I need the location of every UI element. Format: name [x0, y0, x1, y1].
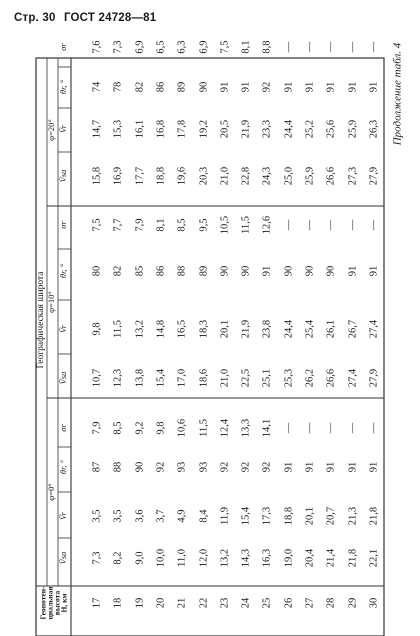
table-cell: 11,5 — [198, 419, 210, 437]
subcol-header: σr — [57, 43, 68, 51]
subcol-header: V̄r — [57, 512, 68, 520]
table-cell: — — [368, 219, 380, 231]
table-cell: 27,4 — [368, 319, 380, 339]
table-cell: 91 — [304, 81, 316, 93]
table-cell: 22,8 — [240, 166, 252, 186]
group-title: Географическая широта — [36, 271, 47, 369]
table-cell: 26,2 — [304, 368, 316, 388]
table-cell: 15,4 — [240, 506, 252, 526]
height-value: 25 — [261, 597, 273, 609]
table-cell: 21,9 — [240, 119, 252, 139]
table-cell: 93 — [176, 461, 188, 473]
table-cell: 9,0 — [134, 551, 146, 565]
table-cell: 20,1 — [219, 319, 231, 339]
table-cell: 24,4 — [283, 319, 295, 339]
table-cell: 92 — [261, 461, 273, 473]
table-cell: 26,1 — [325, 319, 337, 339]
table-cell: 11,0 — [176, 549, 188, 567]
table-cell: 80 — [91, 265, 103, 277]
table-cell: 19,2 — [198, 119, 210, 139]
subcol-header: V̄r — [57, 325, 68, 333]
table-cell: 24,3 — [261, 166, 273, 186]
table-cell: — — [325, 422, 337, 434]
table-cell: 91 — [261, 265, 273, 277]
table-cell: 22,1 — [368, 548, 380, 568]
table-cell: 89 — [176, 81, 188, 93]
table-cell: 7,7 — [112, 218, 124, 232]
table-cell: 90 — [283, 265, 295, 277]
height-header-line: высота — [52, 590, 62, 616]
subcol-header: θr, ° — [57, 459, 68, 475]
table-cell: 18,8 — [283, 506, 295, 526]
table-cell: 25,0 — [283, 166, 295, 186]
page-number: Стр. 30 — [14, 12, 56, 24]
table-cell: 21,0 — [219, 368, 231, 388]
table-cell: 10,6 — [176, 418, 188, 438]
table-cell: 21,3 — [347, 506, 359, 526]
table-cell: 90 — [219, 265, 231, 277]
table-cell: 86 — [155, 81, 167, 93]
height-value: 30 — [368, 597, 380, 609]
table-cell: 13,2 — [134, 319, 146, 339]
table-cell: 90 — [304, 265, 316, 277]
height-value: 26 — [283, 597, 295, 609]
table-cell: 7,9 — [91, 421, 103, 435]
table-cell: 74 — [91, 81, 103, 93]
height-value: 19 — [134, 597, 146, 609]
table-cell: 9,5 — [198, 218, 210, 232]
table-cell: 91 — [240, 81, 252, 93]
table-cell: 3,5 — [112, 509, 124, 523]
table-cell: 18,6 — [198, 368, 210, 388]
table-cell: 18,8 — [155, 166, 167, 186]
table-cell: 22,5 — [240, 368, 252, 388]
table-cell: 9,8 — [91, 322, 103, 336]
table-cell: 11,5 — [112, 320, 124, 338]
zone-label: φ=10° — [45, 291, 56, 313]
table-cell: 9,2 — [134, 421, 146, 435]
table-cell: 90 — [325, 265, 337, 277]
table-cell: 19,0 — [283, 548, 295, 568]
subcol-header: V̄sa — [57, 169, 68, 183]
table-cell: 7,5 — [219, 40, 231, 54]
table-cell: 25,9 — [304, 166, 316, 186]
height-value: 22 — [198, 597, 210, 609]
table-cell: — — [347, 219, 359, 231]
table-cell: 25,1 — [261, 368, 273, 388]
subcol-header: V̄r — [57, 125, 68, 133]
table-cell: 6,9 — [198, 40, 210, 54]
table-cell: 20,3 — [198, 166, 210, 186]
standard-code: ГОСТ 24728—81 — [63, 12, 157, 24]
table-cell: 91 — [304, 461, 316, 473]
table-cell: 14,8 — [155, 319, 167, 339]
table-cell: 6,5 — [155, 40, 167, 54]
table-cell: 16,1 — [134, 119, 146, 139]
table-cell: 7,3 — [112, 40, 124, 54]
table-cell: 91 — [368, 81, 380, 93]
height-header-line: H, км — [59, 593, 69, 613]
table-cell: 92 — [240, 461, 252, 473]
table-cell: 26,3 — [368, 119, 380, 139]
table-cell: 20,5 — [219, 119, 231, 139]
table-cell: 7,5 — [91, 218, 103, 232]
table-cell: 91 — [368, 461, 380, 473]
subcol-header: θr, ° — [57, 263, 68, 279]
zone-label: φ=20° — [45, 119, 56, 141]
table-cell: 8,5 — [112, 421, 124, 435]
table-cell: 6,9 — [134, 40, 146, 54]
table-cell: — — [347, 41, 359, 53]
table-cell: 10,7 — [91, 368, 103, 388]
height-value: 21 — [176, 597, 188, 609]
table-cell: — — [304, 41, 316, 53]
table-cell: 27,4 — [347, 368, 359, 388]
table-cell: 93 — [198, 461, 210, 473]
table-cell: 91 — [347, 81, 359, 93]
table-cell: 15,4 — [155, 368, 167, 388]
table-cell: 3,6 — [134, 509, 146, 523]
table-cell: 92 — [219, 461, 231, 473]
table-cell: 15,8 — [91, 166, 103, 186]
height-value: 27 — [304, 597, 316, 609]
table-cell: 27,9 — [368, 166, 380, 186]
table-cell: 4,9 — [176, 509, 188, 523]
table-cell: 91 — [325, 461, 337, 473]
table-cell: 21,9 — [240, 319, 252, 339]
subcol-header: σr — [57, 221, 68, 229]
table-cell: 20,7 — [325, 506, 337, 526]
height-value: 17 — [91, 597, 103, 609]
table-cell: 14,7 — [91, 119, 103, 139]
table-cell: 12,6 — [261, 215, 273, 235]
table-cell: 17,0 — [176, 368, 188, 388]
table-cell: 87 — [91, 461, 103, 473]
table-cell: 78 — [112, 81, 124, 93]
table-cell: — — [304, 219, 316, 231]
table-cell: 17,3 — [261, 506, 273, 526]
table-cell: 8,2 — [112, 551, 124, 565]
table-cell: 27,9 — [368, 368, 380, 388]
table-cell: 8,4 — [198, 509, 210, 523]
table-cell: 11,5 — [240, 216, 252, 234]
table-cell: 13,3 — [240, 418, 252, 438]
table-cell: 8,8 — [261, 40, 273, 54]
table-cell: 7,3 — [91, 551, 103, 565]
table-cell: 13,2 — [219, 548, 231, 568]
table-cell: 86 — [155, 265, 167, 277]
height-value: 20 — [155, 597, 167, 609]
table-cell: 16,8 — [155, 119, 167, 139]
subcol-header: θr, ° — [57, 79, 68, 95]
table-cell: 13,8 — [134, 368, 146, 388]
table-cell: — — [347, 422, 359, 434]
height-value: 24 — [240, 597, 252, 609]
subcol-header: σr — [57, 424, 68, 432]
height-value: 23 — [219, 597, 231, 609]
subcol-header: V̄sa — [57, 551, 68, 565]
table-cell: — — [325, 41, 337, 53]
table-cell: 8,5 — [176, 218, 188, 232]
continuation-note: Продолжение табл. 4 — [391, 42, 404, 146]
table-cell: 19,6 — [176, 166, 188, 186]
table-cell: — — [304, 422, 316, 434]
table-cell: 7,6 — [91, 40, 103, 54]
table-cell: 25,6 — [325, 119, 337, 139]
table-cell: 14,1 — [261, 418, 273, 438]
zone-label: φ=0° — [45, 483, 56, 501]
table-cell: 91 — [283, 81, 295, 93]
table-cell: 12,0 — [198, 548, 210, 568]
table-cell: 16,5 — [176, 319, 188, 339]
table-cell: 10,0 — [155, 548, 167, 568]
table-cell: 91 — [219, 81, 231, 93]
table-cell: 20,1 — [304, 506, 316, 526]
table-cell: — — [283, 41, 295, 53]
table-cell: 14,3 — [240, 548, 252, 568]
table-cell: 21,0 — [219, 166, 231, 186]
table-cell: 10,5 — [219, 215, 231, 235]
table-cell: 82 — [134, 81, 146, 93]
table-cell: 9,8 — [155, 421, 167, 435]
table-cell: 25,4 — [304, 319, 316, 339]
table-cell: 7,9 — [134, 218, 146, 232]
table-cell: 23,3 — [261, 119, 273, 139]
table-cell: 21,8 — [368, 506, 380, 526]
table-cell: 26,6 — [325, 166, 337, 186]
table-cell: 16,9 — [112, 166, 124, 186]
table-cell: 91 — [347, 461, 359, 473]
table-cell: 90 — [134, 461, 146, 473]
table-cell: 26,7 — [347, 319, 359, 339]
table-cell: 15,3 — [112, 119, 124, 139]
table-cell: 91 — [368, 265, 380, 277]
table-cell: 8,1 — [155, 218, 167, 232]
table-cell: — — [283, 422, 295, 434]
table-cell: — — [368, 422, 380, 434]
subcol-header: V̄sa — [57, 371, 68, 385]
table-cell: 21,8 — [347, 548, 359, 568]
table-cell: 23,8 — [261, 319, 273, 339]
table-cell: 91 — [325, 81, 337, 93]
table-cell: 88 — [176, 265, 188, 277]
table-cell: 3,7 — [155, 509, 167, 523]
height-value: 18 — [112, 597, 124, 609]
table-cell: 85 — [134, 265, 146, 277]
table-cell: 92 — [155, 461, 167, 473]
table-cell: 12,3 — [112, 368, 124, 388]
table-cell: 12,4 — [219, 418, 231, 438]
table-cell: 21,4 — [325, 548, 337, 568]
table-cell: 88 — [112, 461, 124, 473]
table-cell: 17,8 — [176, 119, 188, 139]
table-cell: 90 — [198, 81, 210, 93]
table-cell: 6,3 — [176, 40, 188, 54]
height-value: 29 — [347, 597, 359, 609]
table-cell: — — [283, 219, 295, 231]
table-cell: 3,5 — [91, 509, 103, 523]
table-cell: 25,3 — [283, 368, 295, 388]
table-cell: 92 — [261, 81, 273, 93]
table-cell: 25,2 — [304, 119, 316, 139]
height-value: 28 — [325, 597, 337, 609]
table-cell: 16,3 — [261, 548, 273, 568]
table-cell: 24,4 — [283, 119, 295, 139]
table-cell: 8,1 — [240, 40, 252, 54]
table-cell: 25,9 — [347, 119, 359, 139]
height-header-line: циальная — [45, 586, 55, 620]
table-cell: 18,3 — [198, 319, 210, 339]
table-cell: — — [325, 219, 337, 231]
table-cell: 11,9 — [219, 507, 231, 525]
table-cell: 82 — [112, 265, 124, 277]
table-cell: 91 — [283, 461, 295, 473]
table-cell: 89 — [198, 265, 210, 277]
height-header-line: Геопотен- — [38, 586, 48, 620]
table-cell: 27,3 — [347, 166, 359, 186]
table-cell: 26,6 — [325, 368, 337, 388]
table-cell: 20,4 — [304, 548, 316, 568]
table-cell: 17,7 — [134, 166, 146, 186]
table-cell: — — [368, 41, 380, 53]
table-cell: 91 — [347, 265, 359, 277]
table-cell: 90 — [240, 265, 252, 277]
